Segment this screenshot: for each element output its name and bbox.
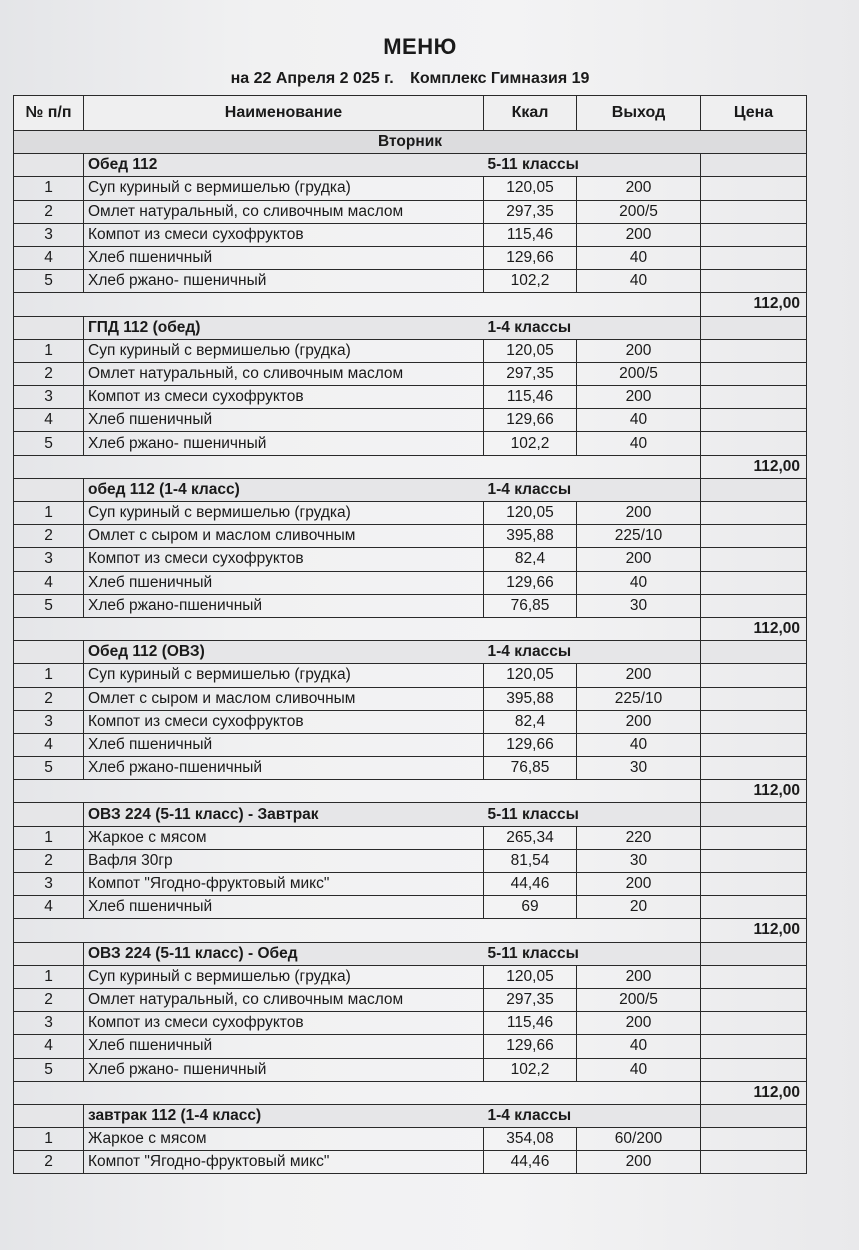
- item-price: [701, 502, 807, 525]
- item-output: 200: [577, 1012, 701, 1035]
- table-row: [14, 270, 807, 293]
- item-name: Омлет натуральный, со сливочным маслом: [84, 200, 484, 223]
- item-number: 3: [14, 1012, 84, 1035]
- group-name: ГПД 112 (обед): [84, 316, 484, 339]
- item-number: 2: [14, 1151, 84, 1174]
- item-price: [701, 849, 807, 872]
- item-number: 2: [14, 849, 84, 872]
- table-row: [14, 1128, 807, 1151]
- group-price-cell: [701, 942, 807, 965]
- item-kcal: 76,85: [484, 757, 577, 780]
- item-kcal: 82,4: [484, 710, 577, 733]
- item-kcal: 297,35: [484, 362, 577, 385]
- item-price: [701, 1012, 807, 1035]
- item-name: Компот из смеси сухофруктов: [84, 1012, 484, 1035]
- table-row: [14, 687, 807, 710]
- item-kcal: 129,66: [484, 733, 577, 756]
- table-row: [14, 594, 807, 617]
- group-name: обед 112 (1-4 класс): [84, 478, 484, 501]
- table-row: [14, 896, 807, 919]
- item-kcal: 115,46: [484, 1012, 577, 1035]
- item-kcal: 76,85: [484, 594, 577, 617]
- group-total-row: [14, 780, 807, 803]
- group-classes: 5-11 классы: [484, 942, 701, 965]
- table-row: [14, 502, 807, 525]
- item-output: 40: [577, 733, 701, 756]
- table-row: [14, 849, 807, 872]
- item-price: [701, 1035, 807, 1058]
- group-price-cell: [701, 1104, 807, 1127]
- item-price: [701, 223, 807, 246]
- item-number: 3: [14, 386, 84, 409]
- table-row: [14, 223, 807, 246]
- item-output: 225/10: [577, 687, 701, 710]
- item-number: 1: [14, 965, 84, 988]
- item-output: 200: [577, 177, 701, 200]
- table-row: [14, 873, 807, 896]
- item-kcal: 120,05: [484, 664, 577, 687]
- item-kcal: 82,4: [484, 548, 577, 571]
- group-header-row: [14, 803, 807, 826]
- group-number-cell: [14, 942, 84, 965]
- group-number-cell: [14, 154, 84, 177]
- item-output: 30: [577, 849, 701, 872]
- item-price: [701, 1128, 807, 1151]
- item-price: [701, 548, 807, 571]
- group-name: завтрак 112 (1-4 класс): [84, 1104, 484, 1127]
- item-kcal: 297,35: [484, 200, 577, 223]
- item-price: [701, 270, 807, 293]
- group-name: Обед 112: [84, 154, 484, 177]
- item-number: 4: [14, 571, 84, 594]
- group-classes: 1-4 классы: [484, 641, 701, 664]
- col-header-price: Цена: [701, 96, 807, 131]
- item-price: [701, 896, 807, 919]
- group-number-cell: [14, 316, 84, 339]
- item-price: [701, 710, 807, 733]
- item-output: 40: [577, 1035, 701, 1058]
- menu-table-body: [14, 131, 807, 1174]
- item-output: 30: [577, 757, 701, 780]
- item-price: [701, 873, 807, 896]
- item-number: 1: [14, 826, 84, 849]
- col-header-number: № п/п: [14, 96, 84, 131]
- group-header-row: [14, 942, 807, 965]
- table-row: [14, 733, 807, 756]
- item-name: Суп куриный с вермишелью (грудка): [84, 502, 484, 525]
- page-subtitle: [0, 70, 820, 88]
- item-output: 200/5: [577, 200, 701, 223]
- group-price: 112,00: [701, 1081, 807, 1104]
- group-price-cell: [701, 154, 807, 177]
- item-number: 5: [14, 757, 84, 780]
- item-output: 200: [577, 548, 701, 571]
- group-price: 112,00: [701, 617, 807, 640]
- item-price: [701, 1151, 807, 1174]
- item-number: 5: [14, 594, 84, 617]
- group-header-row: [14, 1104, 807, 1127]
- group-name: ОВЗ 224 (5-11 класс) - Завтрак: [84, 803, 484, 826]
- menu-complex: Комплекс Гимназия 19: [410, 70, 590, 87]
- total-spacer: [14, 293, 701, 316]
- item-name: Хлеб пшеничный: [84, 409, 484, 432]
- item-kcal: 265,34: [484, 826, 577, 849]
- group-name: Обед 112 (ОВЗ): [84, 641, 484, 664]
- item-output: 20: [577, 896, 701, 919]
- item-name: Суп куриный с вермишелью (грудка): [84, 177, 484, 200]
- group-classes: 1-4 классы: [484, 1104, 701, 1127]
- item-name: Хлеб ржано-пшеничный: [84, 757, 484, 780]
- item-price: [701, 988, 807, 1011]
- group-price: 112,00: [701, 780, 807, 803]
- group-total-row: [14, 293, 807, 316]
- item-price: [701, 177, 807, 200]
- group-name: ОВЗ 224 (5-11 класс) - Обед: [84, 942, 484, 965]
- group-classes: 1-4 классы: [484, 316, 701, 339]
- item-price: [701, 200, 807, 223]
- item-output: 200: [577, 502, 701, 525]
- day-label: Вторник: [14, 131, 807, 154]
- item-number: 2: [14, 988, 84, 1011]
- group-price-cell: [701, 803, 807, 826]
- table-row: [14, 965, 807, 988]
- item-output: 200: [577, 664, 701, 687]
- item-price: [701, 571, 807, 594]
- table-row: [14, 664, 807, 687]
- total-spacer: [14, 1081, 701, 1104]
- item-kcal: 102,2: [484, 270, 577, 293]
- group-classes: 1-4 классы: [484, 478, 701, 501]
- item-kcal: 115,46: [484, 223, 577, 246]
- group-number-cell: [14, 803, 84, 826]
- item-name: Компот из смеси сухофруктов: [84, 223, 484, 246]
- item-number: 3: [14, 873, 84, 896]
- item-kcal: 102,2: [484, 432, 577, 455]
- item-name: Омлет натуральный, со сливочным маслом: [84, 362, 484, 385]
- item-kcal: 120,05: [484, 339, 577, 362]
- item-name: Омлет с сыром и маслом сливочным: [84, 687, 484, 710]
- item-price: [701, 1058, 807, 1081]
- item-number: 1: [14, 664, 84, 687]
- group-header-row: [14, 316, 807, 339]
- item-number: 3: [14, 710, 84, 733]
- item-number: 4: [14, 1035, 84, 1058]
- group-price-cell: [701, 478, 807, 501]
- item-number: 4: [14, 246, 84, 269]
- item-name: Суп куриный с вермишелью (грудка): [84, 664, 484, 687]
- item-name: Суп куриный с вермишелью (грудка): [84, 965, 484, 988]
- group-classes: 5-11 классы: [484, 803, 701, 826]
- item-name: Омлет натуральный, со сливочным маслом: [84, 988, 484, 1011]
- item-kcal: 120,05: [484, 177, 577, 200]
- item-number: 3: [14, 223, 84, 246]
- col-header-name: Наименование: [84, 96, 484, 131]
- group-total-row: [14, 617, 807, 640]
- item-name: Компот из смеси сухофруктов: [84, 386, 484, 409]
- table-row: [14, 988, 807, 1011]
- item-name: Компот из смеси сухофруктов: [84, 710, 484, 733]
- table-row: [14, 826, 807, 849]
- item-output: 30: [577, 594, 701, 617]
- group-number-cell: [14, 641, 84, 664]
- item-number: 5: [14, 1058, 84, 1081]
- item-output: 220: [577, 826, 701, 849]
- item-price: [701, 733, 807, 756]
- item-output: 200/5: [577, 362, 701, 385]
- item-number: 1: [14, 339, 84, 362]
- item-kcal: 354,08: [484, 1128, 577, 1151]
- item-kcal: 395,88: [484, 525, 577, 548]
- item-price: [701, 339, 807, 362]
- table-row: [14, 710, 807, 733]
- item-number: 1: [14, 502, 84, 525]
- item-output: 200: [577, 386, 701, 409]
- item-kcal: 81,54: [484, 849, 577, 872]
- item-output: 40: [577, 270, 701, 293]
- group-total-row: [14, 919, 807, 942]
- group-price-cell: [701, 316, 807, 339]
- item-output: 40: [577, 246, 701, 269]
- table-row: [14, 386, 807, 409]
- item-kcal: 395,88: [484, 687, 577, 710]
- group-price: 112,00: [701, 293, 807, 316]
- item-number: 4: [14, 896, 84, 919]
- group-total-row: [14, 455, 807, 478]
- item-kcal: 129,66: [484, 571, 577, 594]
- group-classes: 5-11 классы: [484, 154, 701, 177]
- item-kcal: 44,46: [484, 873, 577, 896]
- item-kcal: 120,05: [484, 965, 577, 988]
- item-name: Хлеб пшеничный: [84, 733, 484, 756]
- total-spacer: [14, 919, 701, 942]
- item-name: Жаркое с мясом: [84, 826, 484, 849]
- item-name: Хлеб ржано- пшеничный: [84, 1058, 484, 1081]
- item-kcal: 297,35: [484, 988, 577, 1011]
- item-kcal: 120,05: [484, 502, 577, 525]
- table-row: [14, 1035, 807, 1058]
- item-output: 40: [577, 1058, 701, 1081]
- item-name: Компот "Ягодно-фруктовый микс": [84, 1151, 484, 1174]
- item-output: 40: [577, 571, 701, 594]
- table-row: [14, 432, 807, 455]
- item-output: 200: [577, 873, 701, 896]
- item-number: 2: [14, 362, 84, 385]
- item-output: 200/5: [577, 988, 701, 1011]
- group-header-row: [14, 154, 807, 177]
- item-name: Компот "Ягодно-фруктовый микс": [84, 873, 484, 896]
- item-number: 5: [14, 432, 84, 455]
- group-header-row: [14, 478, 807, 501]
- item-price: [701, 757, 807, 780]
- item-kcal: 69: [484, 896, 577, 919]
- table-row: [14, 1058, 807, 1081]
- item-output: 60/200: [577, 1128, 701, 1151]
- table-row: [14, 200, 807, 223]
- menu-table: [13, 95, 807, 1174]
- group-total-row: [14, 1081, 807, 1104]
- menu-date: на 22 Апреля 2 025 г.: [230, 70, 394, 87]
- item-price: [701, 525, 807, 548]
- group-number-cell: [14, 478, 84, 501]
- item-name: Хлеб пшеничный: [84, 1035, 484, 1058]
- item-number: 3: [14, 548, 84, 571]
- table-row: [14, 177, 807, 200]
- item-name: Хлеб ржано- пшеничный: [84, 432, 484, 455]
- item-output: 200: [577, 223, 701, 246]
- item-price: [701, 246, 807, 269]
- item-number: 4: [14, 409, 84, 432]
- page-title: МЕНЮ: [383, 34, 457, 59]
- item-kcal: 129,66: [484, 409, 577, 432]
- item-output: 200: [577, 1151, 701, 1174]
- item-price: [701, 687, 807, 710]
- item-number: 2: [14, 200, 84, 223]
- item-name: Хлеб пшеничный: [84, 246, 484, 269]
- item-name: Омлет с сыром и маслом сливочным: [84, 525, 484, 548]
- item-number: 5: [14, 270, 84, 293]
- item-output: 200: [577, 339, 701, 362]
- item-output: 200: [577, 710, 701, 733]
- item-price: [701, 432, 807, 455]
- item-price: [701, 664, 807, 687]
- col-header-kcal: Ккал: [484, 96, 577, 131]
- item-number: 1: [14, 177, 84, 200]
- table-row: [14, 362, 807, 385]
- item-name: Вафля 30гр: [84, 849, 484, 872]
- table-header-row: [14, 96, 807, 131]
- item-price: [701, 409, 807, 432]
- item-name: Хлеб пшеничный: [84, 571, 484, 594]
- col-header-output: Выход: [577, 96, 701, 131]
- total-spacer: [14, 617, 701, 640]
- table-row: [14, 339, 807, 362]
- item-kcal: 129,66: [484, 1035, 577, 1058]
- item-output: 200: [577, 965, 701, 988]
- item-name: Компот из смеси сухофруктов: [84, 548, 484, 571]
- item-price: [701, 594, 807, 617]
- item-name: Жаркое с мясом: [84, 1128, 484, 1151]
- item-price: [701, 826, 807, 849]
- item-number: 2: [14, 525, 84, 548]
- item-kcal: 44,46: [484, 1151, 577, 1174]
- table-row: [14, 246, 807, 269]
- total-spacer: [14, 780, 701, 803]
- group-price-cell: [701, 641, 807, 664]
- item-number: 4: [14, 733, 84, 756]
- day-row: [14, 131, 807, 154]
- table-row: [14, 409, 807, 432]
- item-kcal: 115,46: [484, 386, 577, 409]
- table-row: [14, 1151, 807, 1174]
- group-price: 112,00: [701, 455, 807, 478]
- item-price: [701, 386, 807, 409]
- table-row: [14, 1012, 807, 1035]
- item-output: 40: [577, 432, 701, 455]
- item-output: 225/10: [577, 525, 701, 548]
- table-row: [14, 548, 807, 571]
- item-number: 1: [14, 1128, 84, 1151]
- item-output: 40: [577, 409, 701, 432]
- table-row: [14, 525, 807, 548]
- table-row: [14, 757, 807, 780]
- total-spacer: [14, 455, 701, 478]
- group-number-cell: [14, 1104, 84, 1127]
- item-name: Хлеб ржано- пшеничный: [84, 270, 484, 293]
- item-name: Суп куриный с вермишелью (грудка): [84, 339, 484, 362]
- group-header-row: [14, 641, 807, 664]
- item-kcal: 129,66: [484, 246, 577, 269]
- item-number: 2: [14, 687, 84, 710]
- item-price: [701, 965, 807, 988]
- item-name: Хлеб ржано-пшеничный: [84, 594, 484, 617]
- item-kcal: 102,2: [484, 1058, 577, 1081]
- group-price: 112,00: [701, 919, 807, 942]
- item-price: [701, 362, 807, 385]
- table-row: [14, 571, 807, 594]
- item-name: Хлеб пшеничный: [84, 896, 484, 919]
